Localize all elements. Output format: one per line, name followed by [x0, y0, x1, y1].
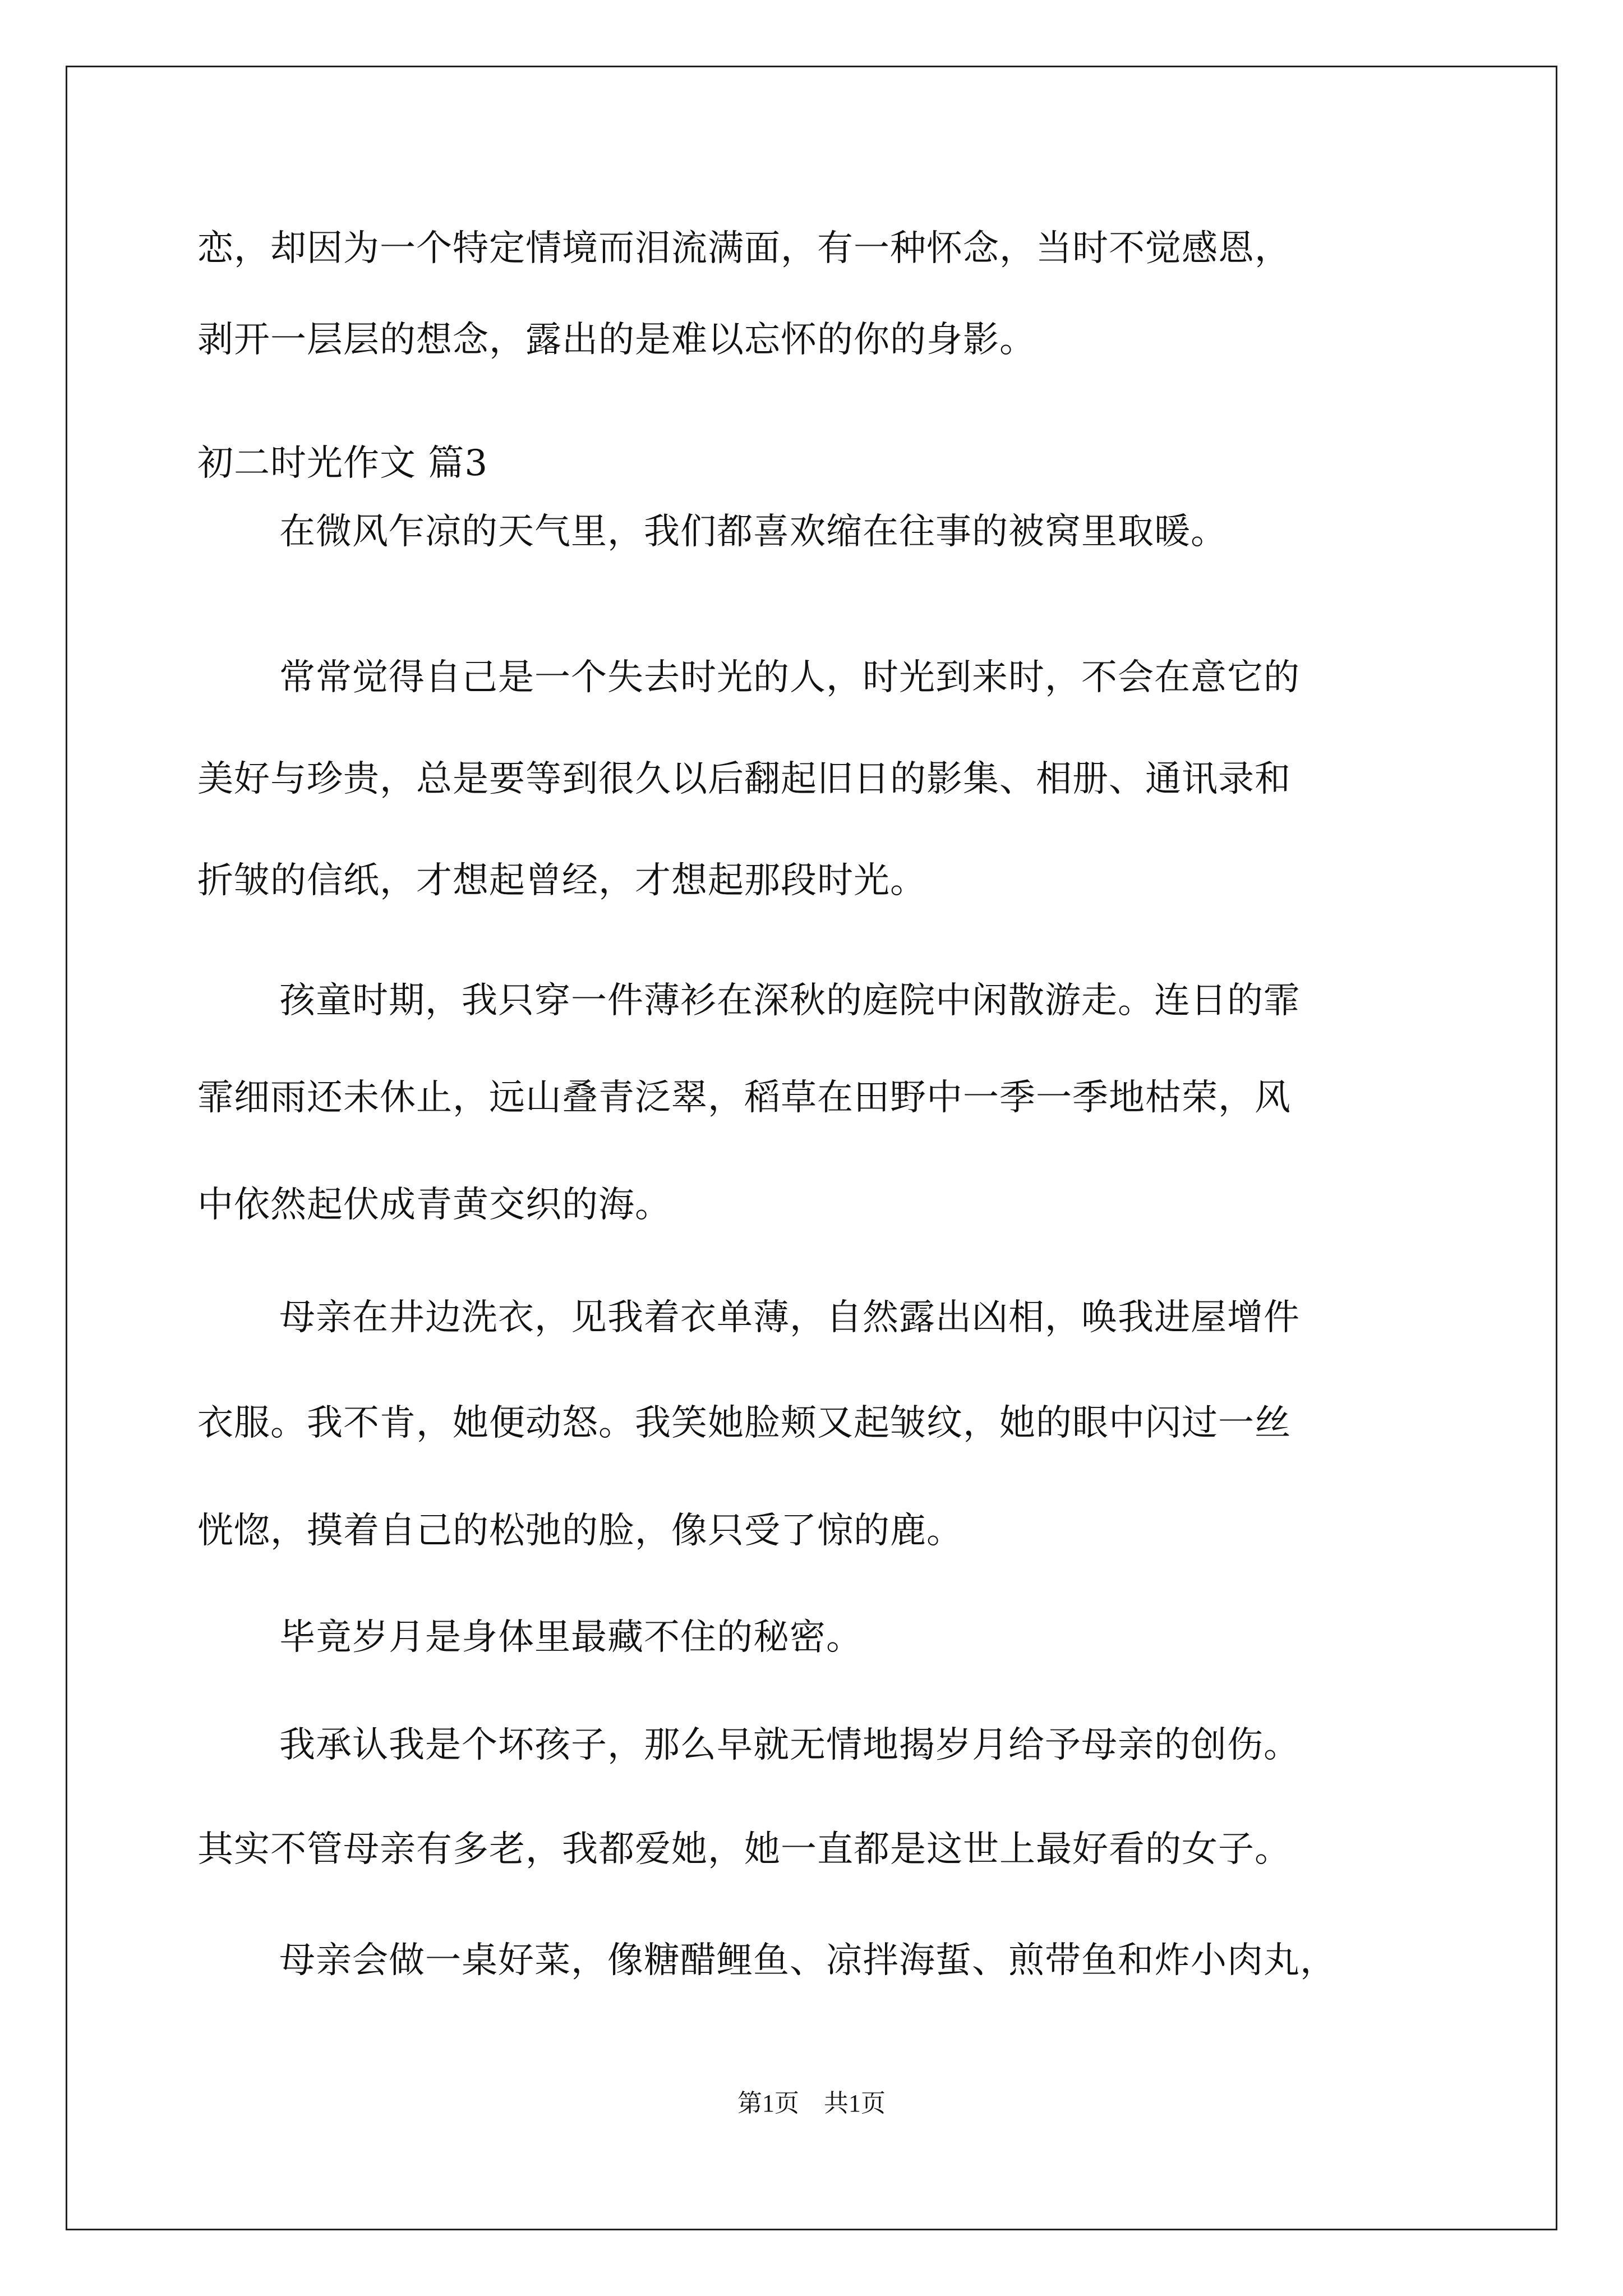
- text-line: 折皱的信纸，才想起曾经，才想起那段时光。: [197, 860, 926, 901]
- text-line: 恍惚，摸着自己的松弛的脸，像只受了惊的鹿。: [197, 1510, 963, 1552]
- page-number-footer: 第1页 共1页: [737, 2090, 886, 2117]
- text-line: 母亲在井边洗衣，见我着衣单薄，自然露出凶相，唤我进屋增件: [279, 1297, 1300, 1338]
- page-border: [66, 66, 1557, 2230]
- text-line: 母亲会做一桌好菜，像糖醋鲤鱼、凉拌海蜇、煎带鱼和炸小肉丸，: [279, 1940, 1336, 1981]
- section-heading: 初二时光作文 篇3: [197, 443, 488, 484]
- text-line: 毕竟岁月是身体里最藏不住的秘密。: [279, 1617, 863, 1658]
- text-line: 常常觉得自己是一个失去时光的人，时光到来时，不会在意它的: [279, 657, 1300, 698]
- text-line: 中依然起伏成青黄交织的海。: [197, 1184, 671, 1226]
- text-line: 霏细雨还未休止，远山叠青泛翠，稻草在田野中一季一季地枯荣，风: [197, 1077, 1291, 1119]
- text-line: 剥开一层层的想念，露出的是难以忘怀的你的身影。: [197, 319, 1036, 361]
- text-line: 恋，却因为一个特定情境而泪流满面，有一种怀念，当时不觉感恩，: [197, 228, 1291, 269]
- text-line: 其实不管母亲有多老，我都爱她，她一直都是这世上最好看的女子。: [197, 1829, 1291, 1870]
- text-line: 衣服。我不肯，她便动怒。我笑她脸颊又起皱纹，她的眼中闪过一丝: [197, 1402, 1291, 1444]
- text-line: 我承认我是个坏孩子，那么早就无情地揭岁月给予母亲的创伤。: [279, 1724, 1300, 1766]
- text-line: 美好与珍贵，总是要等到很久以后翻起旧日的影集、相册、通讯录和: [197, 758, 1291, 800]
- text-line: 孩童时期，我只穿一件薄衫在深秋的庭院中闲散游走。连日的霏: [279, 980, 1300, 1022]
- text-line: 在微风乍凉的天气里，我们都喜欢缩在往事的被窝里取暖。: [279, 511, 1227, 553]
